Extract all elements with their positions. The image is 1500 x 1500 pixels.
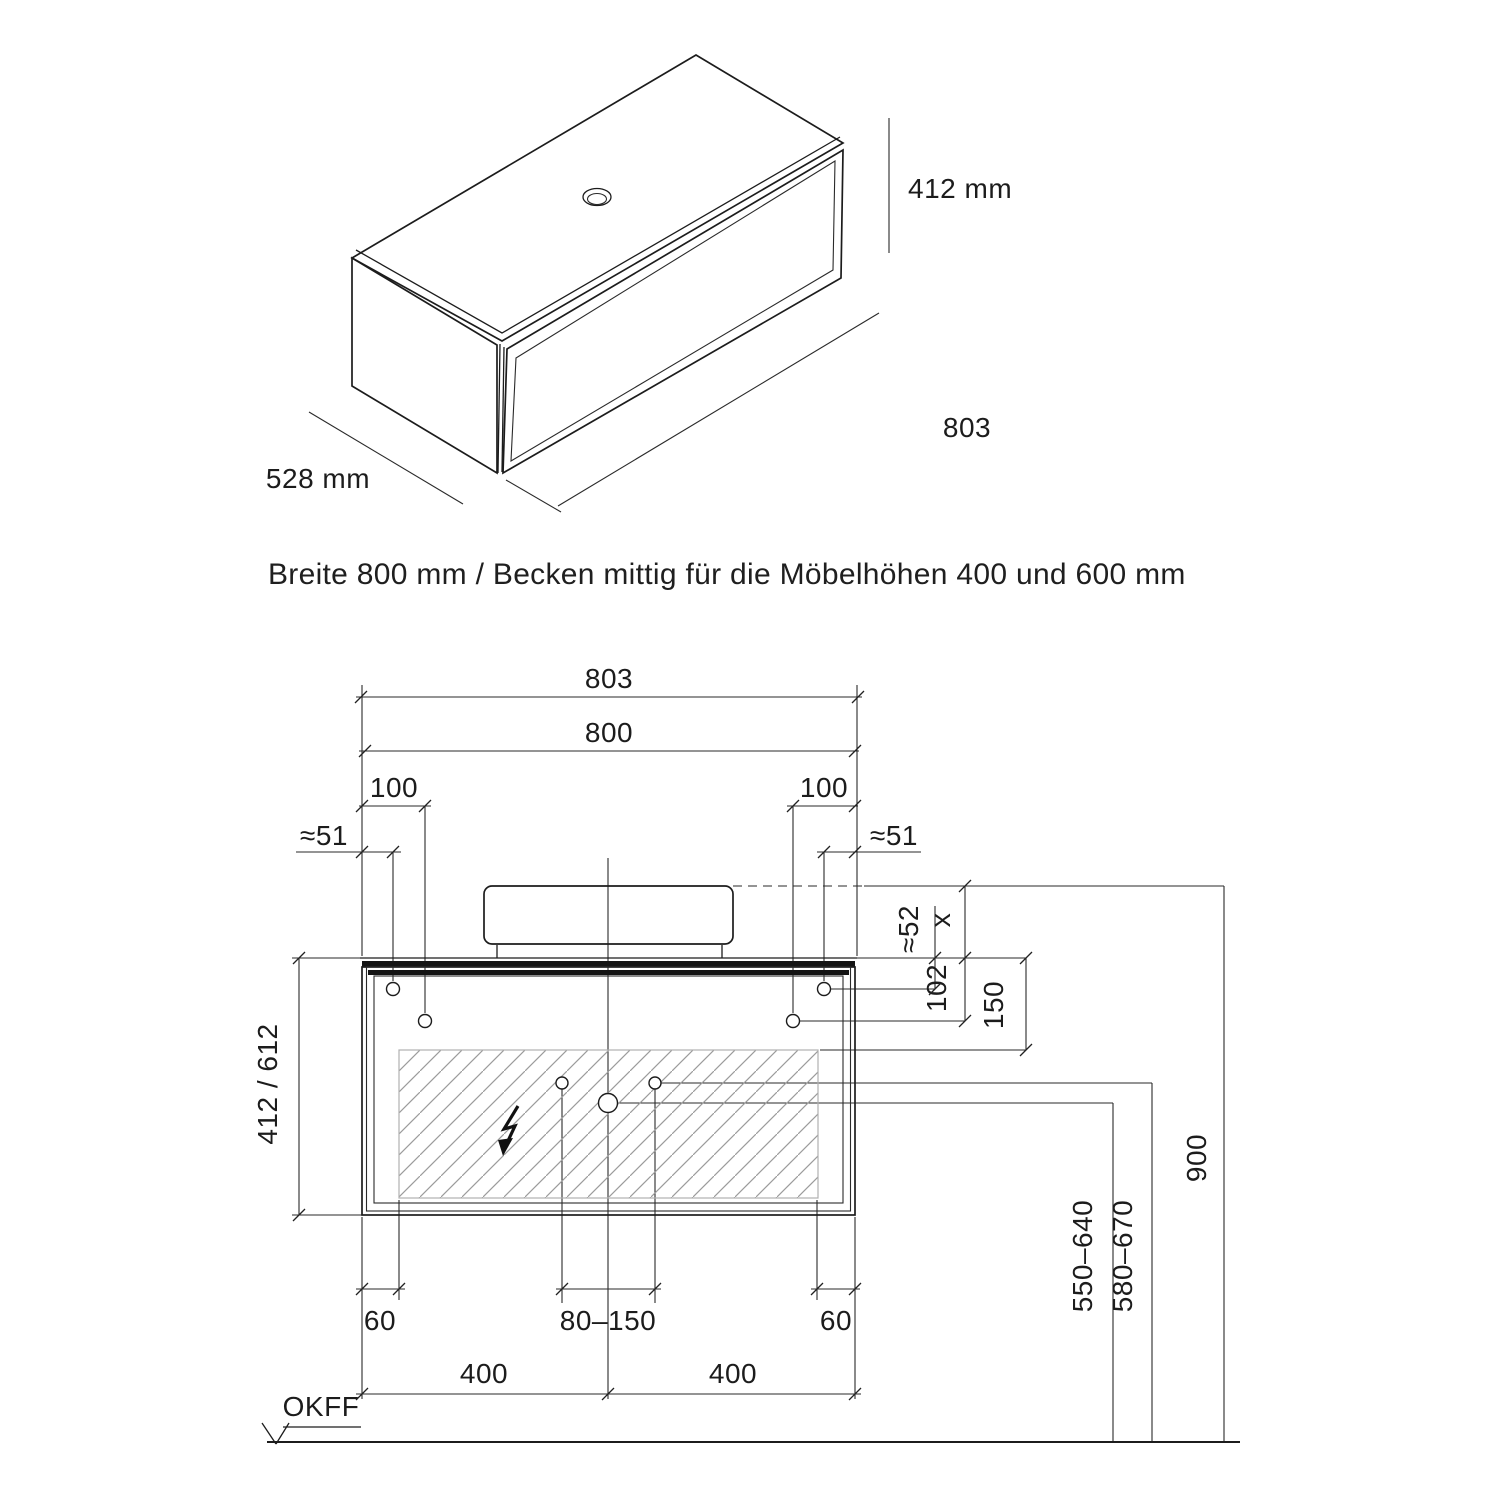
mounting-hole — [818, 983, 831, 996]
iso-dim-width — [506, 313, 991, 512]
body-width-label: 800 — [584, 717, 634, 748]
fixing-below-top-label: 150 — [978, 980, 1009, 1030]
dim-body-width — [359, 717, 859, 751]
mounting-hole — [787, 1015, 800, 1028]
side-clearance-right-label: 60 — [819, 1305, 853, 1336]
floor-level-icon — [262, 1423, 361, 1444]
mounting-hole — [387, 983, 400, 996]
fixing-offset-left-label: 100 — [369, 772, 419, 803]
iso-depth-label: 528 mm — [265, 463, 371, 494]
cabinet-height-label: 412 / 612 — [252, 1023, 283, 1145]
dim-outer-width — [356, 663, 862, 697]
floor-label: OKFF — [282, 1391, 360, 1422]
bracket-offset-left-label: ≈51 — [299, 820, 349, 851]
half-width-left-label: 400 — [459, 1358, 509, 1389]
supply-connection — [556, 1077, 568, 1089]
drain-zone-label: 80–150 — [559, 1305, 657, 1336]
bracket-offset-right-label: ≈51 — [869, 820, 919, 851]
supply-connection — [649, 1077, 661, 1089]
basin-height-var-label: x — [925, 912, 956, 928]
drain-connection — [599, 1094, 618, 1113]
basin-rim-height-label: 900 — [1181, 1133, 1212, 1183]
isometric-view — [266, 55, 1012, 512]
basin-above-counter-label: ≈52 — [893, 904, 924, 954]
dim-fixing-offsets — [359, 772, 858, 806]
outer-width-label: 803 — [584, 663, 634, 694]
mounting-hole — [419, 1015, 432, 1028]
front-elevation — [252, 663, 1240, 1444]
dim-basin-and-fixings-right — [893, 886, 1026, 1050]
dim-connection-heights — [1067, 886, 1224, 1442]
supply-height-label: 580–670 — [1107, 1199, 1138, 1313]
bracket-below-top-label: 102 — [921, 963, 952, 1013]
tap-hole-icon — [583, 189, 611, 206]
iso-height-label: 412 mm — [908, 173, 1013, 204]
iso-dim-depth — [266, 412, 463, 504]
dim-cabinet-height — [252, 958, 299, 1215]
floor-reference — [262, 1391, 1240, 1444]
side-clearance-left-label: 60 — [363, 1305, 397, 1336]
fixing-offset-right-label: 100 — [799, 772, 849, 803]
iso-cabinet-outline — [352, 55, 843, 473]
iso-dim-height — [889, 118, 1012, 253]
drain-height-label: 550–640 — [1067, 1199, 1098, 1313]
half-width-right-label: 400 — [708, 1358, 758, 1389]
subtitle: Breite 800 mm / Becken mittig für die Möbelhöhen 400 und 600 mm — [268, 558, 1186, 591]
iso-width-label: 803 — [942, 412, 992, 443]
dim-bracket-offsets — [296, 820, 921, 852]
installation-zone — [399, 1050, 818, 1198]
